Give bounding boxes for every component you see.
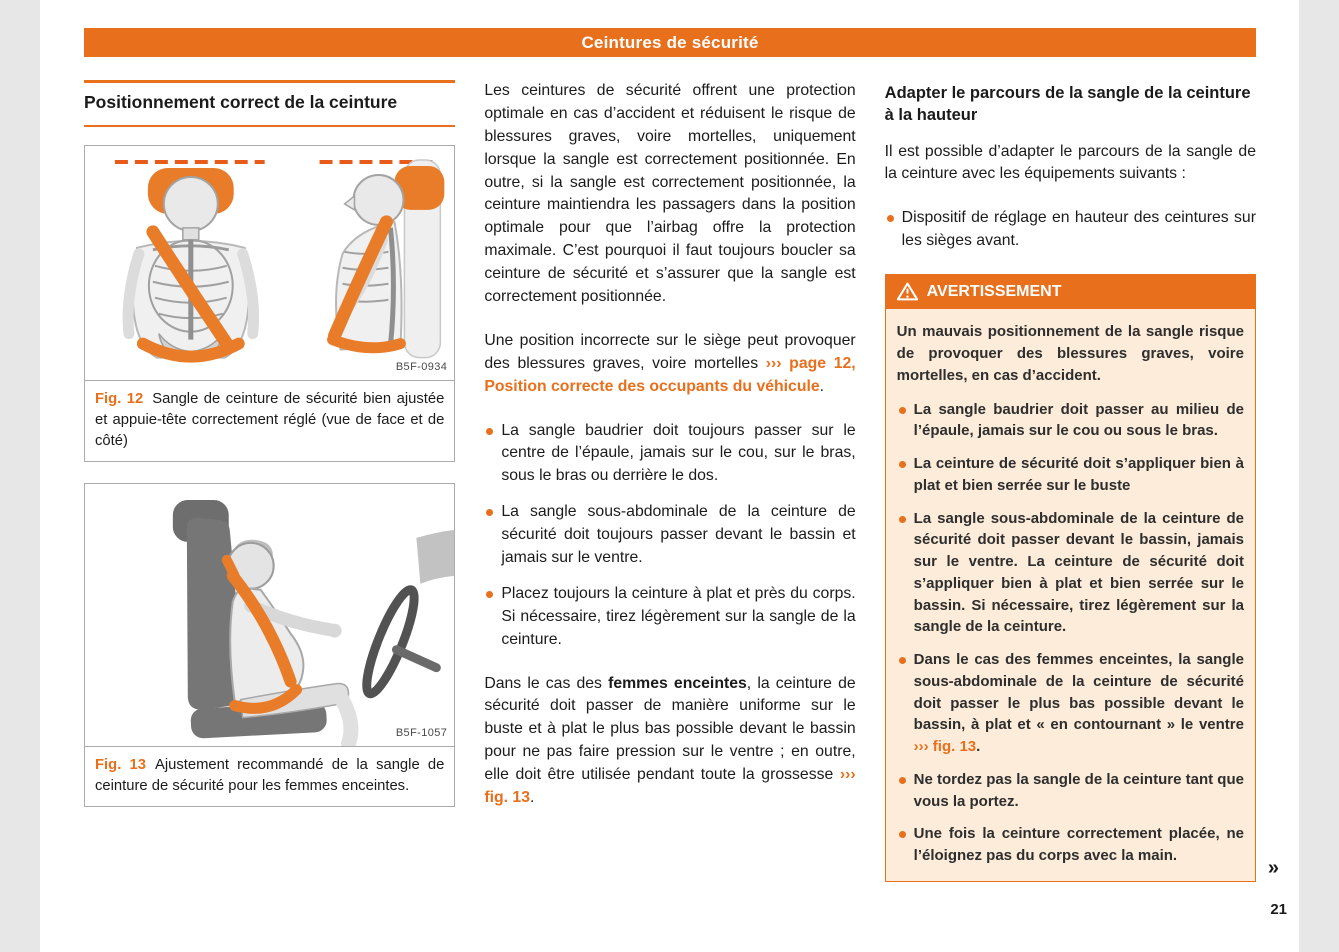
paragraph-text: Dans le cas des	[484, 674, 609, 692]
dashboard-shape	[416, 530, 454, 584]
page-number: 21	[1270, 900, 1287, 918]
figure-image-code: B5F-1057	[395, 726, 448, 739]
figure-13	[84, 483, 455, 807]
figure-image-code: B5F-0934	[395, 361, 448, 374]
figure-label: Fig. 12	[95, 391, 144, 408]
page-header	[84, 28, 1256, 57]
figure-caption-text: Sangle de ceinture de sécurité bien ajustée et appuie-tête correctement réglé (vue de face et de côté)	[95, 391, 445, 449]
paragraph-text: , la ceinture de sécurité doit passer de manière uniforme sur le buste et à plat le plus bas possible devant le bassin pour ne pas faire pression sur le ventre ; en outre, elle doit être utilisée pendant toute la grossesse	[484, 674, 856, 784]
fig13-pregnant-driver-illustration	[85, 484, 454, 746]
bullet-item: La sangle baudrier doit toujours passer sur le centre de l’épaule, jamais sur le cou, sur le bras, sous le bras ou derrière le dos.	[484, 420, 855, 489]
belt-position-bullet-list	[484, 420, 855, 652]
warning-header	[886, 275, 1255, 309]
figure-12-image	[85, 146, 454, 382]
subsection-heading: Adapter le parcours de la sangle de la ceinture à la hauteur	[884, 84, 1251, 125]
fig12-seatbelt-illustration	[85, 146, 454, 381]
warning-bullet-item: Ne tordez pas la sangle de la ceinture tant que vous la portez.	[897, 769, 1244, 813]
bullet-item: Placez toujours la ceinture à plat et près du corps. Si nécessaire, tirez légèrement sur la sangle de la ceinture.	[484, 583, 855, 652]
warning-triangle-icon	[897, 282, 918, 301]
middle-column	[484, 80, 855, 882]
paragraph-text: .	[529, 789, 535, 807]
paragraph-adjust-belt: Il est possible d’adapter le parcours de la sangle de la ceinture avec les équipements suivants :	[884, 142, 1256, 183]
warning-bullet-item: Une fois la ceinture correctement placée, ne l’éloignez pas du corps avec la main.	[897, 823, 1244, 867]
continuation-marker: »	[1267, 856, 1279, 879]
warning-bullet-item: La sangle sous-abdominale de la ceinture de sécurité doit passer devant le bassin, jamais sur le ventre. La ceinture de sécurité doit s’appliquer bien à plat et bien serrée sur le bassin. Si nécessaire, tirez légèrement sur la sangle de la ceinture.	[897, 508, 1244, 639]
warning-body	[886, 309, 1255, 881]
equipment-bullet-list	[885, 207, 1256, 253]
warning-bullet-text: .	[976, 738, 981, 756]
figure-13-image	[85, 484, 454, 747]
right-column	[885, 80, 1256, 882]
figure-label: Fig. 13	[95, 756, 146, 773]
paragraph-text: .	[819, 377, 825, 395]
warning-bullet-item: La sangle baudrier doit passer au milieu de l’épaule, jamais sur le cou ou sous le bras.	[897, 399, 1244, 443]
xref-fig-13-link[interactable]: ››› fig. 13	[913, 738, 977, 756]
emphasis-femmes-enceintes: femmes enceintes	[608, 674, 747, 692]
paragraph-text: Une position incorrecte sur le siège peut provoquer des blessures graves, voire mortelles	[484, 331, 856, 372]
paragraph-incorrect-position	[484, 330, 855, 399]
content-columns	[84, 80, 1256, 882]
warning-title: AVERTISSEMENT	[926, 283, 1062, 301]
steering-wheel	[358, 586, 422, 699]
figure-12-caption	[85, 381, 454, 461]
manual-page	[40, 0, 1299, 952]
warning-bullet-list	[897, 399, 1244, 867]
figure-13-caption	[85, 747, 454, 806]
paragraph-belt-protection: Les ceintures de sécurité offrent une protection optimale en cas d’accident et réduisent le risque de blessures graves, voire mortelles, uniquement lorsque la sangle est correctement positionnée. En outre, si la sangle est correctement positionnée, la ceinture maintiendra les passagers dans la position optimale pour que l’airbag offre la protection maximale. C’est pourquoi il faut toujours boucler sa ceinture de sécurité et s’assurer que la sangle est correctement positionnée.	[484, 82, 856, 306]
figure-caption-text: Ajustement recommandé de la sangle de ceinture de sécurité pour les femmes enceintes.	[95, 756, 445, 794]
left-column	[84, 80, 455, 882]
warning-bullet-item: La ceinture de sécurité doit s’appliquer bien à plat et bien serrée sur le buste	[897, 453, 1244, 497]
warning-bullet-text: Dans le cas des femmes enceintes, la sangle sous-abdominale de la ceinture de sécurité doit passer le plus bas possible devant le bassin, à plat et « en contournant » le ventre	[913, 651, 1244, 734]
section-heading: Positionnement correct de la ceinture	[84, 80, 455, 127]
warning-bullet-item	[897, 649, 1244, 758]
paragraph-pregnant-women	[484, 673, 855, 810]
xref-fig-13-link[interactable]: ››› fig. 13	[484, 766, 856, 807]
xref-page-12-link[interactable]: ››› page 12, Position correcte des occupants du véhicule	[484, 354, 856, 395]
figure-12	[84, 145, 455, 463]
bullet-item: La sangle sous-abdominale de la ceinture de sécurité doit toujours passer devant le bassin et jamais sur le ventre.	[484, 501, 855, 570]
warning-box	[885, 274, 1256, 882]
bullet-item: Dispositif de réglage en hauteur des ceintures sur les sièges avant.	[885, 207, 1256, 253]
page-header-title: Ceintures de sécurité	[581, 33, 759, 52]
warning-intro: Un mauvais positionnement de la sangle risque de provoquer des blessures graves, voire mortelles, en cas d’accident.	[896, 323, 1244, 384]
